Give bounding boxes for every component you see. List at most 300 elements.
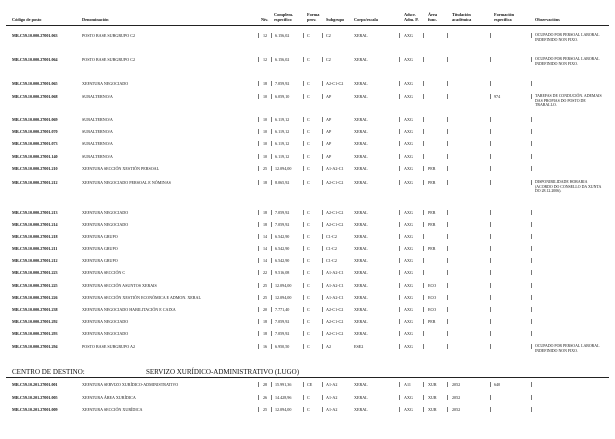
table-row: [0, 81, 615, 89]
column-divider: [531, 222, 532, 227]
column-divider: [303, 33, 304, 38]
column-divider: [423, 270, 424, 275]
table-row: [0, 246, 615, 254]
column-divider: [423, 129, 424, 134]
column-divider: [531, 33, 532, 38]
column-divider: [423, 307, 424, 312]
cell-subgrupo: AP: [326, 94, 332, 99]
column-divider: [423, 382, 424, 387]
cell-area: PER: [428, 222, 436, 227]
column-divider: [271, 395, 272, 400]
column-divider: [531, 283, 532, 288]
column-divider: [303, 57, 304, 62]
table-row: [0, 258, 615, 266]
cell-adscr: AXG: [404, 295, 413, 300]
cell-adscr: AXG: [404, 319, 413, 324]
cell-code: MR.C59.10.000.27001.214: [12, 222, 58, 227]
column-divider: [490, 94, 491, 99]
column-divider: [423, 246, 424, 251]
cell-nivel: 26: [263, 395, 268, 400]
header-codigo: Código de posto: [12, 17, 42, 22]
column-divider: [399, 81, 400, 86]
table-row: [0, 117, 615, 125]
column-divider: [303, 129, 304, 134]
cell-forma: C: [307, 210, 310, 215]
cell-adscr: AXG: [404, 344, 413, 349]
column-divider: [258, 180, 259, 185]
column-divider: [258, 210, 259, 215]
cell-forma: C: [307, 283, 310, 288]
column-divider: [423, 33, 424, 38]
column-divider: [447, 234, 448, 239]
cell-forma: C: [307, 234, 310, 239]
cell-name: XEFATURA NEGOCIADO: [82, 319, 129, 324]
cell-adscr: AXG: [404, 246, 413, 251]
column-divider: [423, 407, 424, 412]
column-divider: [399, 180, 400, 185]
column-divider: [447, 307, 448, 312]
cell-subgrupo: A1-A2: [326, 382, 338, 387]
column-divider: [271, 258, 272, 263]
cell-corpo: XERAL: [354, 270, 368, 275]
cell-code: MR.C59.10.000.27001.225: [12, 283, 58, 288]
cell-nivel: 14: [263, 258, 268, 263]
cell-adscr: AXG: [404, 166, 413, 171]
column-divider: [271, 331, 272, 336]
column-divider: [303, 117, 304, 122]
cell-complem: 9.516,08: [275, 270, 290, 275]
cell-subgrupo: C1-C2: [326, 258, 337, 263]
column-divider: [447, 117, 448, 122]
cell-forma: C: [307, 94, 310, 99]
cell-nivel: 18: [263, 331, 268, 336]
column-divider: [322, 407, 323, 412]
column-divider: [271, 270, 272, 275]
column-divider: [447, 154, 448, 159]
cell-adscr: AXG: [404, 307, 413, 312]
column-divider: [531, 319, 532, 324]
column-divider: [322, 166, 323, 171]
cell-complem: 7.059,92: [275, 222, 290, 227]
column-divider: [258, 246, 259, 251]
cell-name: XEFATURA SECCIÓN XURÍDICA: [82, 407, 143, 412]
cell-code: MR.C59.10.000.27001.211: [12, 246, 58, 251]
table-row: [0, 331, 615, 339]
cell-name: XEFATURA SECCIÓN XESTIÓN ECONÓMICA E ADMON. XERAL: [82, 295, 201, 300]
column-divider: [447, 295, 448, 300]
column-divider: [447, 258, 448, 263]
cell-area: ECO: [428, 283, 437, 288]
column-divider: [399, 117, 400, 122]
cell-name: XEFATURA GRUPO: [82, 258, 118, 263]
column-divider: [423, 117, 424, 122]
column-divider: [271, 382, 272, 387]
column-divider: [303, 344, 304, 349]
column-divider: [322, 258, 323, 263]
column-divider: [322, 395, 323, 400]
cell-observacions: OCUPADO POR PERSOAL LABORAL INDEFINIDO NON FIXO.: [535, 33, 600, 42]
header-adscr-line2: Adm. P.: [404, 17, 419, 22]
column-divider: [271, 154, 272, 159]
cell-subgrupo: A1-A2: [326, 395, 338, 400]
column-divider: [399, 210, 400, 215]
column-divider: [322, 283, 323, 288]
column-divider: [271, 166, 272, 171]
cell-forma: C: [307, 270, 310, 275]
column-divider: [531, 94, 532, 99]
column-divider: [531, 258, 532, 263]
cell-nivel: 10: [263, 94, 268, 99]
column-divider: [271, 307, 272, 312]
column-divider: [490, 258, 491, 263]
column-divider: [447, 81, 448, 86]
column-divider: [531, 117, 532, 122]
column-divider: [303, 407, 304, 412]
cell-code: MR.C59.10.000.27001.068: [12, 94, 58, 99]
cell-complem: 6.119,12: [275, 117, 290, 122]
column-divider: [423, 180, 424, 185]
cell-corpo: XERAL: [354, 180, 368, 185]
cell-adscr: AXG: [404, 270, 413, 275]
column-divider: [531, 129, 532, 134]
cell-name: SUBALTERNO/A: [82, 129, 113, 134]
column-divider: [303, 210, 304, 215]
cell-nivel: 14: [263, 234, 268, 239]
header-observacions: Observacións: [535, 17, 560, 22]
cell-adscr: A11: [404, 382, 411, 387]
column-divider: [423, 258, 424, 263]
column-divider: [447, 395, 448, 400]
cell-nivel: 25: [263, 407, 268, 412]
cell-subgrupo: A2-C1-C2: [326, 307, 344, 312]
cell-code: MR.C59.10.000.27001.238: [12, 307, 58, 312]
cell-adscr: AXG: [404, 81, 413, 86]
cell-forma: C: [307, 33, 310, 38]
column-divider: [423, 295, 424, 300]
cell-adscr: AXG: [404, 222, 413, 227]
column-divider: [303, 222, 304, 227]
column-divider: [447, 246, 448, 251]
column-divider: [303, 141, 304, 146]
column-divider: [423, 154, 424, 159]
column-divider: [531, 246, 532, 251]
column-divider: [490, 395, 491, 400]
cell-titulacion: 2052: [452, 407, 461, 412]
column-divider: [303, 180, 304, 185]
column-divider: [490, 234, 491, 239]
cell-subgrupo: A1-A2-C1: [326, 283, 344, 288]
column-divider: [322, 94, 323, 99]
cell-complem: 7.059,92: [275, 319, 290, 324]
cell-subgrupo: A2-C1-C2: [326, 180, 344, 185]
column-divider: [490, 166, 491, 171]
column-divider: [447, 331, 448, 336]
column-divider: [303, 382, 304, 387]
column-divider: [447, 222, 448, 227]
column-divider: [490, 344, 491, 349]
column-divider: [399, 258, 400, 263]
column-divider: [322, 81, 323, 86]
column-divider: [490, 283, 491, 288]
column-divider: [258, 270, 259, 275]
column-divider: [490, 57, 491, 62]
column-divider: [423, 81, 424, 86]
cell-name: SUBALTERNO/A: [82, 94, 113, 99]
cell-nivel: 14: [263, 246, 268, 251]
cell-corpo: XERAL: [354, 166, 368, 171]
column-divider: [423, 141, 424, 146]
cell-complem: 12.094,00: [275, 295, 292, 300]
table-row: [0, 141, 615, 149]
column-divider: [271, 246, 272, 251]
cell-forma: C: [307, 222, 310, 227]
column-divider: [490, 210, 491, 215]
column-divider: [258, 234, 259, 239]
column-divider: [258, 57, 259, 62]
cell-subgrupo: A1-A2-C1: [326, 295, 344, 300]
cell-corpo: XERAL: [354, 283, 368, 288]
column-divider: [322, 33, 323, 38]
column-divider: [447, 141, 448, 146]
column-divider: [399, 129, 400, 134]
cell-adscr: AXG: [404, 33, 413, 38]
table-row: [0, 129, 615, 137]
cell-area: PER: [428, 319, 436, 324]
column-divider: [271, 33, 272, 38]
cell-adscr: AXG: [404, 57, 413, 62]
column-divider: [447, 407, 448, 412]
column-divider: [399, 33, 400, 38]
table-row: [0, 33, 615, 41]
table-row: [0, 295, 615, 303]
cell-nivel: 18: [263, 210, 268, 215]
cell-corpo: ESE2: [354, 344, 364, 349]
column-divider: [258, 117, 259, 122]
cell-name: XEFATURA GRUPO: [82, 234, 118, 239]
cell-code: MR.C59.10.000.27001.226: [12, 295, 58, 300]
column-divider: [399, 222, 400, 227]
cell-subgrupo: A1-A2: [326, 407, 338, 412]
cell-complem: 6.156,02: [275, 57, 290, 62]
column-divider: [322, 57, 323, 62]
column-divider: [531, 141, 532, 146]
cell-corpo: XERAL: [354, 129, 368, 134]
cell-complem: 14.428,96: [275, 395, 292, 400]
column-divider: [322, 270, 323, 275]
cell-corpo: XERAL: [354, 319, 368, 324]
column-divider: [423, 210, 424, 215]
table-row: [0, 395, 615, 403]
cell-name: XEFATURA ÁREA XURÍDICA: [82, 395, 136, 400]
column-divider: [258, 94, 259, 99]
column-divider: [271, 210, 272, 215]
header-forma-line2: prov.: [307, 17, 317, 22]
column-divider: [531, 234, 532, 239]
column-divider: [423, 234, 424, 239]
cell-forma: C: [307, 81, 310, 86]
cell-forma: C: [307, 258, 310, 263]
column-divider: [303, 154, 304, 159]
cell-code: MR.C59.10.000.27001.293: [12, 331, 58, 336]
cell-complem: 6.119,12: [275, 141, 290, 146]
cell-subgrupo: A2-C1-C2: [326, 81, 344, 86]
cell-nivel: 12: [263, 57, 268, 62]
column-divider: [399, 154, 400, 159]
column-divider: [423, 94, 424, 99]
cell-name: XEFATURA SECCIÓN ASUNTOS XERAIS: [82, 283, 157, 288]
column-divider: [258, 154, 259, 159]
column-divider: [271, 57, 272, 62]
column-divider: [322, 307, 323, 312]
table-row: [0, 270, 615, 278]
table-row: [0, 234, 615, 242]
column-divider: [322, 129, 323, 134]
cell-forma: C: [307, 395, 310, 400]
column-divider: [531, 57, 532, 62]
column-divider: [490, 81, 491, 86]
cell-adscr: AXG: [404, 283, 413, 288]
column-divider: [531, 210, 532, 215]
cell-name: XEFATURA GRUPO: [82, 246, 118, 251]
table-row: [0, 180, 615, 194]
column-divider: [531, 382, 532, 387]
cell-corpo: XERAL: [354, 246, 368, 251]
column-divider: [258, 407, 259, 412]
cell-complem: 6.119,12: [275, 154, 290, 159]
column-divider: [271, 234, 272, 239]
column-divider: [258, 33, 259, 38]
column-divider: [258, 258, 259, 263]
cell-name: SUBALTERNO/A: [82, 117, 113, 122]
header-subgrupo: Subgrupo: [326, 17, 345, 22]
column-divider: [490, 295, 491, 300]
column-divider: [423, 395, 424, 400]
column-divider: [322, 154, 323, 159]
cell-code: MR.C59.10.000.27001.063: [12, 33, 58, 38]
column-divider: [399, 395, 400, 400]
column-divider: [258, 307, 259, 312]
column-divider: [322, 331, 323, 336]
cell-area: XUR: [428, 382, 437, 387]
cell-complem: 6.542,90: [275, 258, 290, 263]
cell-name: POSTO BASE SUBGRUPO C2: [82, 33, 136, 38]
header-corpo: Corpo/escala: [354, 17, 378, 22]
cell-code: MR.C59.10.000.27001.073: [12, 141, 58, 146]
column-divider: [399, 94, 400, 99]
column-divider: [258, 344, 259, 349]
column-divider: [447, 180, 448, 185]
column-divider: [322, 180, 323, 185]
cell-observacions: OCUPADO POR PERSOAL LABORAL INDEFINIDO NON FIXO.: [535, 57, 600, 66]
column-divider: [447, 210, 448, 215]
column-divider: [490, 270, 491, 275]
cell-adscr: AXG: [404, 234, 413, 239]
header-nivel: Nív.: [261, 17, 269, 22]
column-divider: [303, 258, 304, 263]
cell-area: XUR: [428, 407, 437, 412]
cell-adscr: AXG: [404, 407, 413, 412]
column-divider: [531, 154, 532, 159]
column-divider: [399, 234, 400, 239]
header-formacion-line1: Formación: [494, 12, 515, 17]
header-adscr-line1: Adscr.: [404, 12, 416, 17]
cell-nivel: 16: [263, 344, 268, 349]
cell-area: PER: [428, 166, 436, 171]
column-divider: [399, 166, 400, 171]
column-divider: [258, 283, 259, 288]
cell-corpo: XERAL: [354, 258, 368, 263]
cell-complem: 12.094,00: [275, 283, 292, 288]
column-divider: [322, 234, 323, 239]
column-divider: [258, 395, 259, 400]
cell-forma: C: [307, 344, 310, 349]
column-divider: [423, 57, 424, 62]
column-divider: [322, 246, 323, 251]
header-denominacion: Denominación: [82, 17, 109, 22]
cell-code: MR.C59.10.000.27001.140: [12, 154, 58, 159]
column-divider: [490, 180, 491, 185]
cell-observacions: DISPONIBILIDADE HORARIA (ACORDO DO CONSELLO DA XUNTA DO 28.12.2006).: [535, 180, 602, 194]
cell-nivel: 20: [263, 307, 268, 312]
cell-nivel: 18: [263, 222, 268, 227]
column-divider: [258, 141, 259, 146]
column-divider: [303, 234, 304, 239]
center-name: SERVIZO XURÍDICO-ADMINISTRATIVO (LUGO): [146, 368, 300, 376]
column-divider: [399, 57, 400, 62]
cell-corpo: XERAL: [354, 222, 368, 227]
column-divider: [271, 81, 272, 86]
column-divider: [447, 319, 448, 324]
cell-forma: C: [307, 331, 310, 336]
cell-code: MR.C59.10.201.27001.001: [12, 382, 58, 387]
cell-code: MR.C59.10.000.27001.223: [12, 270, 58, 275]
column-divider: [271, 344, 272, 349]
cell-nivel: 25: [263, 283, 268, 288]
column-divider: [490, 331, 491, 336]
cell-complem: 6.950,50: [275, 344, 290, 349]
column-divider: [258, 166, 259, 171]
column-divider: [303, 166, 304, 171]
column-divider: [271, 117, 272, 122]
cell-name: SUBALTERNO/A: [82, 154, 113, 159]
column-divider: [258, 129, 259, 134]
cell-complem: 7.059,92: [275, 81, 290, 86]
cell-code: MR.C59.10.201.27001.009: [12, 407, 58, 412]
cell-subgrupo: A1-A2-C1: [326, 270, 344, 275]
cell-area: ECO: [428, 295, 437, 300]
cell-corpo: XERAL: [354, 307, 368, 312]
column-divider: [399, 407, 400, 412]
cell-name: XEFATURA NEGOCIADO: [82, 222, 129, 227]
cell-complem: 6.542,90: [275, 246, 290, 251]
column-divider: [322, 141, 323, 146]
cell-nivel: 25: [263, 295, 268, 300]
cell-complem: 6.059,10: [275, 94, 290, 99]
cell-forma: C: [307, 295, 310, 300]
cell-code: MR.C59.10.000.27001.064: [12, 57, 58, 62]
cell-name: SUBALTERNO/A: [82, 141, 113, 146]
column-divider: [271, 407, 272, 412]
column-divider: [303, 270, 304, 275]
column-divider: [322, 319, 323, 324]
column-divider: [447, 283, 448, 288]
column-divider: [531, 344, 532, 349]
cell-subgrupo: A1-A2-C1: [326, 166, 344, 171]
cell-name: XEFATURA NEGOCIADO PERSOAL E NÓMINAS: [82, 180, 171, 185]
column-divider: [303, 395, 304, 400]
column-divider: [303, 94, 304, 99]
column-divider: [399, 382, 400, 387]
